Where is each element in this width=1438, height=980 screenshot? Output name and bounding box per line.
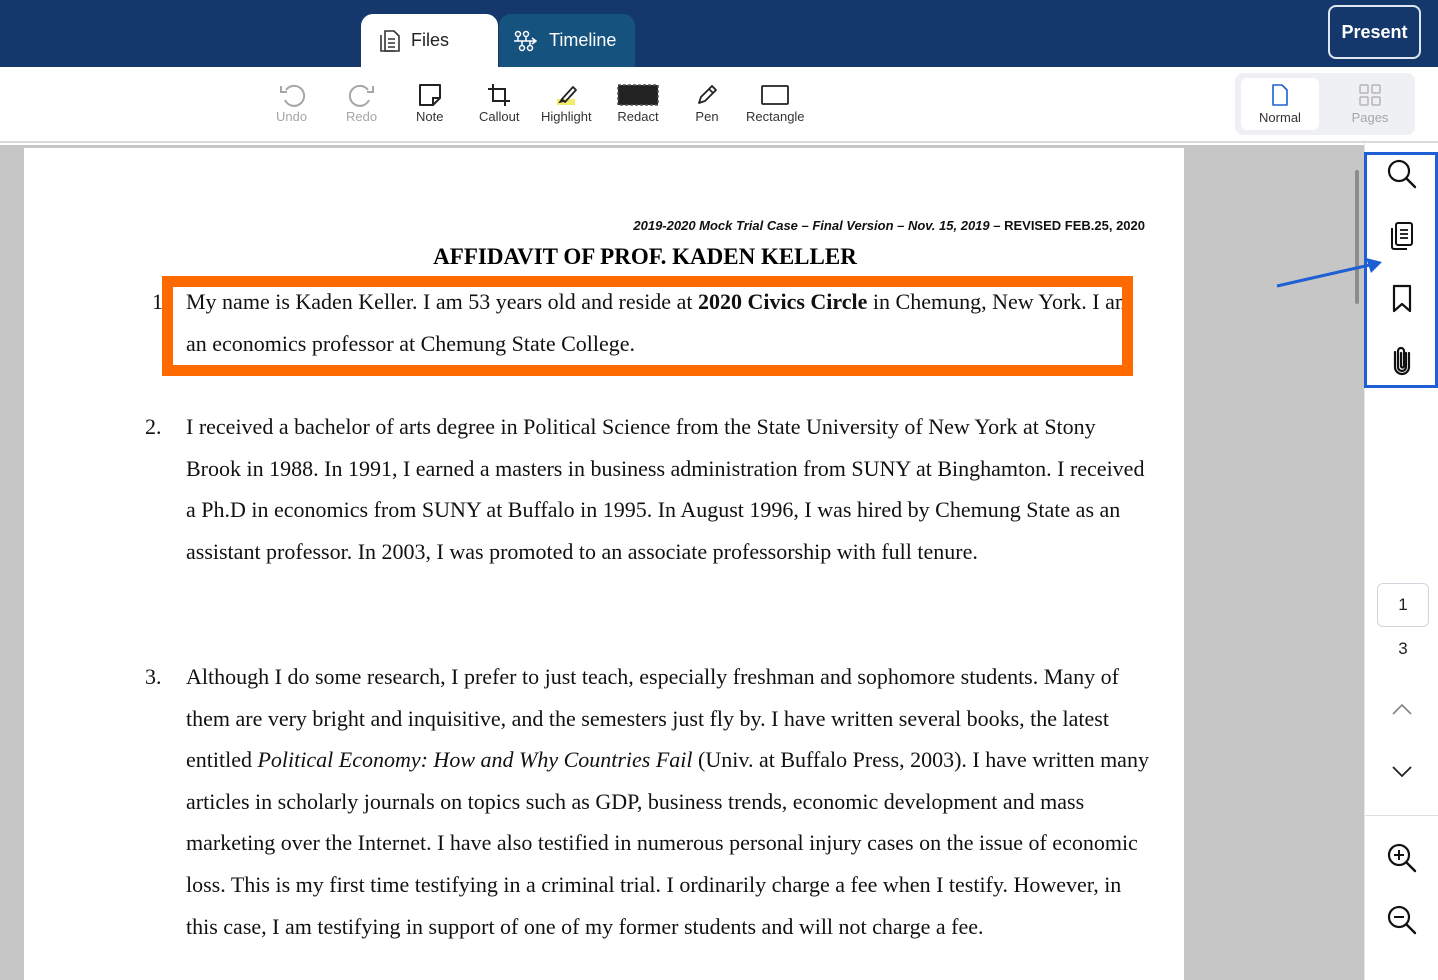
tab-files[interactable]	[361, 14, 498, 67]
redo-button[interactable]	[346, 81, 377, 124]
crop-icon	[486, 81, 512, 109]
zoom-in-icon[interactable]	[1385, 841, 1419, 875]
annotation-toolbar	[0, 67, 1438, 143]
zoom-out-icon[interactable]	[1385, 903, 1419, 937]
orange-highlight-annotation[interactable]	[162, 276, 1133, 376]
blue-annotation-arrow	[1270, 250, 1390, 295]
highlight-label: Highlight	[541, 109, 592, 124]
view-pages-button[interactable]	[1331, 78, 1409, 130]
paragraph-1-text-a: My name is Kaden Keller. I am 53 years old and reside at	[186, 289, 698, 314]
undo-button[interactable]	[276, 81, 307, 124]
header-upright: REVISED FEB.25, 2020	[1004, 218, 1145, 233]
paragraph-number: 2.	[145, 414, 162, 439]
redact-button[interactable]	[617, 81, 659, 124]
undo-label: Undo	[276, 109, 308, 124]
view-mode-toggle	[1235, 73, 1415, 135]
view-normal-button[interactable]	[1241, 78, 1319, 130]
rectangle-button[interactable]	[746, 81, 805, 124]
callout-label: Callout	[479, 109, 520, 124]
paragraph-1-text-b: in Chemung, New York. I am an economics professor at Chemung State College.	[186, 289, 1133, 356]
book-title: Political Economy: How and Why Countries Fail	[257, 747, 693, 773]
view-pages-label: Pages	[1351, 110, 1389, 125]
timeline-icon	[513, 30, 539, 52]
tab-timeline[interactable]	[499, 14, 635, 67]
paragraph-number: 3.	[145, 664, 162, 689]
paragraph-3	[186, 656, 1156, 947]
page-icon	[1270, 83, 1290, 110]
document-icon	[379, 29, 401, 53]
total-pages: 3	[1398, 639, 1408, 658]
redact-label: Redact	[617, 109, 659, 124]
sidebar-divider	[1365, 815, 1438, 816]
pen-label: Pen	[695, 109, 719, 124]
tab-timeline-label: Timeline	[549, 30, 617, 50]
undo-icon	[278, 81, 306, 109]
grid-icon	[1358, 83, 1382, 110]
paragraph-number: 1	[152, 289, 163, 314]
page-number-input[interactable]: 1	[1377, 583, 1429, 627]
document-title: AFFIDAVIT OF PROF. KADEN KELLER	[433, 244, 857, 269]
view-normal-label: Normal	[1259, 110, 1301, 125]
header-italic: 2019-2020 Mock Trial Case – Final Version – Nov. 15, 2019 –	[633, 218, 1005, 233]
note-label: Note	[416, 109, 444, 124]
highlight-button[interactable]	[541, 81, 592, 124]
callout-button[interactable]	[479, 81, 519, 124]
paragraph-3-text-b: (Univ. at Buffalo Press, 2003). I have written many articles in scholarly journals on topics such as GDP, business trends, economic development and mass marketing over the Internet. I have also testified in numerous personal injury cases on the issue of economic loss. This is my first time testifying in a criminal trial. I ordinarily charge a fee when I testify. However, in this case, I am testifying in support of one of my former students and will not charge a fee.	[186, 747, 1149, 939]
document-running-header	[633, 218, 1145, 233]
note-icon	[417, 81, 443, 109]
rectangle-label: Rectangle	[746, 109, 805, 124]
note-button[interactable]	[416, 81, 443, 124]
paragraph-2: I received a bachelor of arts degree in Political Science from the State University of New York at Stony Brook in 1988. In 1991, I earned a masters in business administration from SUNY at Binghamton. I received a Ph.D in economics from SUNY at Buffalo in 1995. In August 1996, I was hired by Chemung State as an assistant professor. In 2003, I was promoted to an associate professorship with full tenure.	[186, 414, 1145, 564]
redo-label: Redo	[346, 109, 378, 124]
tab-files-label: Files	[411, 30, 450, 50]
top-bar	[0, 0, 1438, 67]
redact-icon	[617, 81, 659, 109]
paragraph-3-text-a: Although I do some research, I prefer to just teach, especially freshman and sophomore students. Many of them are very bright and inquisitive, and the semesters just fly by. I have written several books, the latest entitled	[186, 664, 1119, 773]
pen-icon	[695, 81, 719, 109]
document-viewer[interactable]	[0, 145, 1364, 980]
redo-icon	[348, 81, 376, 109]
chevron-down-icon[interactable]	[1385, 755, 1419, 789]
present-button[interactable]: Present	[1328, 5, 1421, 59]
document-page	[24, 148, 1184, 980]
paragraph-1-bold: 2020 Civics Circle	[697, 289, 868, 314]
chevron-up-icon[interactable]	[1385, 692, 1419, 726]
pen-button[interactable]	[695, 81, 719, 124]
rectangle-icon	[760, 81, 790, 109]
highlighter-icon	[553, 81, 579, 109]
